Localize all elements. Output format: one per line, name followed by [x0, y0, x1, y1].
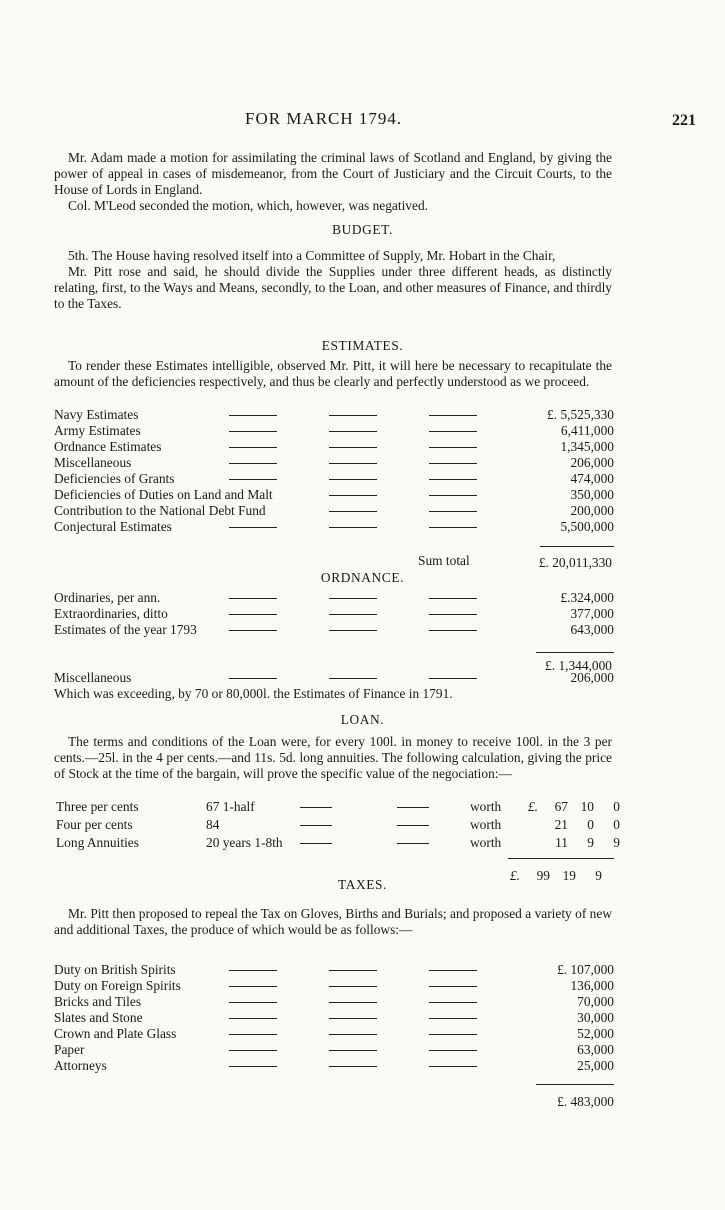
leader-rule: [329, 1010, 429, 1026]
row-amount: 30,000: [577, 1010, 614, 1025]
row-worth: worth: [470, 817, 502, 832]
leader-rule: [329, 622, 429, 638]
loan-paragraph: The terms and conditions of the Loan were, for every 100l. in money to receive 100l. in the 3 per cents.—25l. in the 4 per cents.—and 11s. 5d. long annuities. The following calculation, giving the price of Stock at the time of the bargain, will prove the specific value of the negociation:—: [54, 734, 612, 781]
row-amount: 52,000: [577, 1026, 614, 1041]
table-row: [54, 439, 614, 455]
row-label: Contribution to the National Debt Fund: [54, 503, 266, 518]
leader-rule: [229, 1010, 329, 1026]
leader-rule: [329, 487, 429, 503]
row-shillings: 9: [587, 835, 594, 850]
leader-rule: [329, 455, 429, 471]
row-label: Duty on Foreign Spirits: [54, 978, 181, 993]
leader-rule: [429, 1010, 529, 1026]
table-row: [54, 590, 614, 606]
leader-rule: [429, 407, 529, 423]
leader-rule: [229, 439, 329, 455]
leader-rule: [429, 1026, 529, 1042]
leader-rule: [229, 590, 329, 606]
leader-rule: [358, 835, 468, 851]
leader-rule: [358, 817, 468, 833]
leader-rule: [329, 471, 429, 487]
currency-mark: £.: [509, 868, 520, 883]
row-label: Bricks and Tiles: [54, 994, 142, 1009]
budget-paragraph: 5th. The House having resolved itself into a Committee of Supply, Mr. Hobart in the Chair,: [68, 248, 556, 263]
leader-rule: [329, 423, 429, 439]
leader-rule: [329, 1058, 429, 1074]
row-amount: 350,000: [570, 487, 614, 502]
leader-rule: [429, 978, 529, 994]
row-label: Four per cents: [56, 817, 133, 832]
table-row: [54, 962, 614, 978]
leader-rule: [429, 455, 529, 471]
table-row: [54, 670, 614, 686]
row-amount: 206,000: [570, 670, 614, 685]
currency-mark: [518, 835, 538, 851]
sum-rule: [536, 1084, 614, 1085]
row-label: Ordinaries, per ann.: [54, 590, 161, 605]
leader-rule: [358, 799, 468, 815]
leader-rule: [229, 962, 329, 978]
leader-rule: [300, 817, 356, 833]
row-quantity: 84: [206, 817, 220, 832]
row-label: Deficiencies of Grants: [54, 471, 175, 486]
budget-section: [54, 248, 612, 312]
total-pence: 9: [595, 868, 602, 883]
row-label: Ordnance Estimates: [54, 439, 162, 454]
row-shillings: 10: [580, 799, 594, 814]
table-row: [54, 994, 614, 1010]
table-row: [54, 622, 614, 638]
row-pence: 0: [613, 817, 620, 832]
leader-rule: [429, 1058, 529, 1074]
currency-mark: £.: [527, 799, 538, 814]
estimates-sum-label: Sum total: [418, 553, 470, 568]
leader-rule: [329, 519, 429, 535]
leader-rule: [300, 799, 356, 815]
row-label: Crown and Plate Glass: [54, 1026, 177, 1041]
ordnance-heading: ORDNANCE.: [320, 570, 405, 585]
leader-rule: [429, 994, 529, 1010]
leader-rule: [229, 471, 329, 487]
ordnance-note: [54, 686, 612, 702]
leader-rule: [329, 978, 429, 994]
running-title: FOR MARCH 1794.: [245, 109, 403, 128]
leader-rule: [229, 1026, 329, 1042]
leader-rule: [429, 1042, 529, 1058]
row-shillings: 0: [587, 817, 594, 832]
row-label: Army Estimates: [54, 423, 141, 438]
leader-rule: [329, 962, 429, 978]
leader-rule: [229, 994, 329, 1010]
leader-rule: [429, 503, 529, 519]
row-amount: 63,000: [577, 1042, 614, 1057]
row-label: Navy Estimates: [54, 407, 139, 422]
taxes-paragraph: Mr. Pitt then proposed to repeal the Tax on Gloves, Births and Burials; and proposed a variety of new and additional Taxes, the produce of which would be as follows:—: [54, 906, 612, 937]
leader-rule: [429, 423, 529, 439]
row-amount: 377,000: [570, 606, 614, 621]
intro-section: [54, 150, 612, 214]
leader-rule: [429, 962, 529, 978]
row-amount: £. 107,000: [557, 962, 614, 977]
sum-rule: [540, 546, 614, 547]
leader-rule: [329, 606, 429, 622]
row-pounds: 67: [554, 799, 568, 814]
row-label: Three per cents: [56, 799, 139, 814]
row-amount: £.324,000: [560, 590, 614, 605]
row-amount: 474,000: [570, 471, 614, 486]
row-quantity: 20 years 1-8th: [206, 835, 283, 850]
leader-rule: [329, 503, 429, 519]
row-quantity: 67 1-half: [206, 799, 255, 814]
leader-rule: [229, 455, 329, 471]
leader-rule: [329, 590, 429, 606]
table-row: [54, 1026, 614, 1042]
leader-rule: [229, 978, 329, 994]
table-row: [54, 487, 614, 503]
leader-rule: [329, 407, 429, 423]
leader-rule: [429, 670, 529, 686]
row-pence: 9: [613, 835, 620, 850]
leader-rule: [429, 590, 529, 606]
ordnance-subtotal: £. 1,344,000: [545, 658, 612, 673]
table-row: [54, 455, 614, 471]
running-head: [0, 111, 725, 135]
total-shillings: 19: [562, 868, 576, 883]
table-row: [54, 978, 614, 994]
taxes-heading: TAXES.: [337, 877, 388, 892]
row-label: Conjectural Estimates: [54, 519, 172, 534]
row-label: Miscellaneous: [54, 670, 132, 685]
row-label: Duty on British Spirits: [54, 962, 176, 977]
leader-rule: [329, 994, 429, 1010]
ordnance-note-text: Which was exceeding, by 70 or 80,000l. the Estimates of Finance in 1791.: [54, 686, 453, 701]
sum-rule: [536, 652, 614, 653]
page-number: 221: [672, 112, 696, 129]
loan-table: [54, 797, 622, 853]
row-amount: 200,000: [570, 503, 614, 518]
table-row: [56, 835, 620, 851]
estimates-table: [54, 407, 614, 535]
row-pounds: 21: [554, 817, 568, 832]
taxes-table: [54, 962, 614, 1074]
table-row: [54, 423, 614, 439]
leader-rule: [429, 606, 529, 622]
ordnance-table: [54, 590, 614, 638]
table-row: [56, 799, 620, 815]
row-worth: worth: [470, 835, 502, 850]
table-row: [56, 817, 620, 833]
row-amount: 1,345,000: [560, 439, 614, 454]
row-amount: 6,411,000: [560, 423, 614, 438]
leader-rule: [229, 1058, 329, 1074]
row-label: Deficiencies of Duties on Land and Malt: [54, 487, 273, 502]
row-label: Extraordinaries, ditto: [54, 606, 168, 621]
currency-mark: [518, 817, 538, 833]
leader-rule: [229, 407, 329, 423]
row-amount: 5,500,000: [560, 519, 614, 534]
leader-rule: [229, 423, 329, 439]
ordnance-misc-table: [54, 670, 614, 686]
row-pence: 0: [613, 799, 620, 814]
table-row: [54, 519, 614, 535]
leader-rule: [429, 622, 529, 638]
row-amount: 70,000: [577, 994, 614, 1009]
leader-rule: [300, 835, 356, 851]
row-label: Estimates of the year 1793: [54, 622, 197, 637]
intro-paragraph: Mr. Adam made a motion for assimilating the criminal laws of Scotland and England, by giving the power of appeal in cases of misdemeanor, from the Court of Justiciary and the Circuit Courts, to the House of Lords in England.: [54, 150, 612, 197]
row-amount: 136,000: [570, 978, 614, 993]
intro-paragraph: Col. M'Leod seconded the motion, which, however, was negatived.: [68, 198, 428, 213]
estimates-paragraph: To render these Estimates intelligible, observed Mr. Pitt, it will here be necessary to recapitulate the amount of the deficiencies respectively, and thus be clearly and perfectly understood as we proceed.: [54, 358, 612, 389]
leader-rule: [429, 519, 529, 535]
budget-heading: BUDGET.: [332, 222, 393, 237]
row-label: Long Annuities: [56, 835, 139, 850]
sum-rule: [508, 858, 614, 859]
table-row: [54, 407, 614, 423]
estimates-intro: [54, 358, 612, 390]
taxes-total: £. 483,000: [557, 1094, 614, 1109]
loan-heading: LOAN.: [340, 712, 385, 727]
table-row: [54, 503, 614, 519]
leader-rule: [229, 606, 329, 622]
leader-rule: [329, 1042, 429, 1058]
row-amount: £. 5,525,330: [547, 407, 614, 422]
table-row: [54, 606, 614, 622]
leader-rule: [329, 1026, 429, 1042]
row-worth: worth: [470, 799, 502, 814]
row-label: Miscellaneous: [54, 455, 132, 470]
row-label: Paper: [54, 1042, 85, 1057]
leader-rule: [429, 487, 529, 503]
table-row: [54, 1058, 614, 1074]
table-row: [54, 1010, 614, 1026]
estimates-heading: ESTIMATES.: [321, 338, 404, 353]
leader-rule: [229, 670, 329, 686]
estimates-sum-amount: £. 20,011,330: [538, 555, 612, 570]
leader-rule: [229, 622, 329, 638]
row-amount: 206,000: [570, 455, 614, 470]
table-row: [54, 471, 614, 487]
leader-rule: [429, 439, 529, 455]
leader-rule: [229, 1042, 329, 1058]
budget-paragraph: Mr. Pitt rose and said, he should divide the Supplies under three different heads, as distinctly relating, first, to the Ways and Means, secondly, to the Loan, and other measures of Finance, and thirdly to the Taxes.: [54, 264, 612, 311]
leader-rule: [329, 439, 429, 455]
leader-rule: [229, 519, 329, 535]
row-amount: 643,000: [570, 622, 614, 637]
row-label: Slates and Stone: [54, 1010, 143, 1025]
row-pounds: 11: [555, 835, 568, 850]
loan-section: [54, 734, 612, 782]
row-label: Attorneys: [54, 1058, 107, 1073]
row-amount: 25,000: [577, 1058, 614, 1073]
total-pounds: 99: [536, 868, 550, 883]
leader-rule: [329, 670, 429, 686]
leader-rule: [429, 471, 529, 487]
taxes-section: [54, 906, 612, 938]
table-row: [54, 1042, 614, 1058]
